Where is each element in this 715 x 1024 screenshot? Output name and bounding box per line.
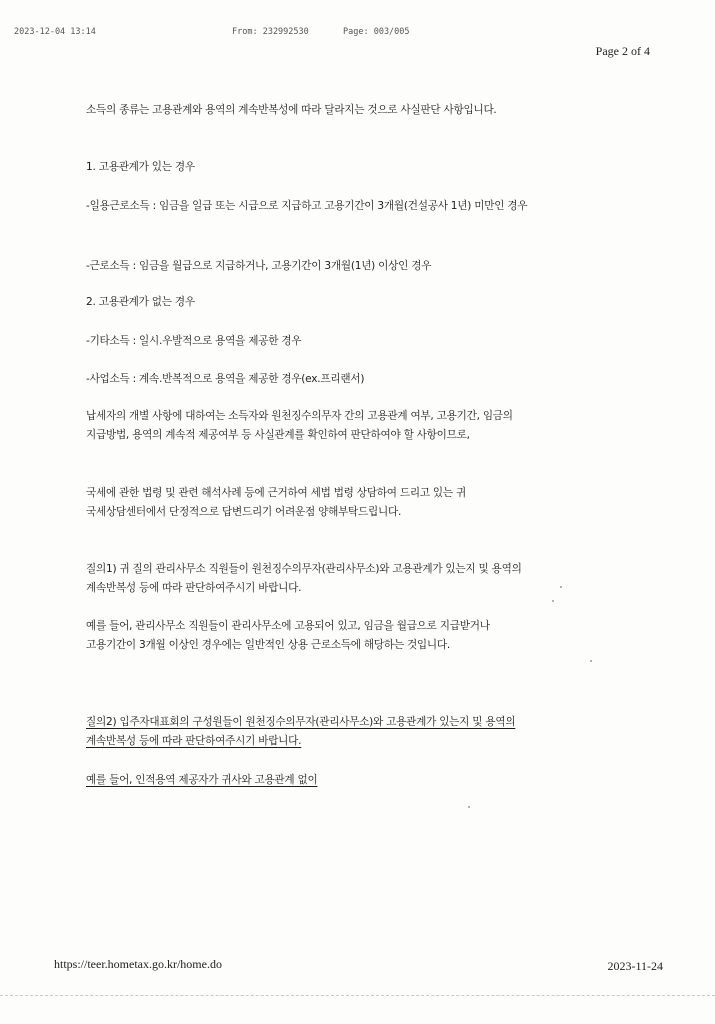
footer-date: 2023-11-24: [607, 959, 663, 973]
section-heading-employment: 1. 고용관계가 있는 경우: [86, 161, 195, 173]
consultation-notice-paragraph: 국세에 관한 법령 및 관련 해석사례 등에 근거하여 세법 법령 상담하여 드리고 있는 귀 국세상담센터에서 단정적으로 답변드리기 어려운점 양해부탁드립니다.: [86, 487, 466, 518]
scan-speck: [560, 586, 562, 588]
question-2-example-paragraph: 예를 들어, 인적용역 제공자가 귀사와 고용관계 없이: [86, 774, 318, 786]
page-number: Page 2 of 4: [595, 44, 650, 58]
fax-sender: From: 232992530: [232, 27, 309, 37]
fax-timestamp: 2023-12-04 13:14: [14, 27, 96, 37]
business-income-item: -사업소득 : 계속.반복적으로 용역을 제공한 경우(ex.프리랜서): [86, 373, 365, 385]
fact-finding-paragraph: 납세자의 개별 사항에 대하여는 소득자와 원천징수의무자 간의 고용관계 여부, 고용기간, 임금의 지급방법, 용역의 계속적 제공여부 등 사실관계를 확인하여 판단하여야 할 사항이므로,: [86, 410, 513, 441]
scan-speck: [468, 806, 470, 808]
intro-paragraph: 소득의 종류는 고용관계와 용역의 계속반복성에 따라 달라지는 것으로 사실판단 사항입니다.: [86, 104, 497, 116]
footer-url: https://teer.hometax.go.kr/home.do: [54, 957, 222, 971]
earned-income-item: -근로소득 : 임금을 월급으로 지급하거나, 고용기간이 3개월(1년) 이상인 경우: [86, 260, 432, 272]
daily-wage-income-item: -일용근로소득 : 임금을 일급 또는 시급으로 지급하고 고용기간이 3개월(건설공사 1년) 미만인 경우: [86, 200, 528, 212]
other-income-item: -기타소득 : 일시.우발적으로 용역을 제공한 경우: [86, 335, 302, 347]
scan-edge-line: [0, 995, 715, 996]
question-2-paragraph: 질의2) 입주자대표회의 구성원들이 원천징수의무자(관리사무소)와 고용관계가 있는지 및 용역의 계속반복성 등에 따라 판단하여주시기 바랍니다.: [86, 716, 516, 747]
fax-header: [0, 27, 715, 41]
scan-speck: [590, 660, 592, 662]
question-1-paragraph: 질의1) 귀 질의 관리사무소 직원들이 원천징수의무자(관리사무소)와 고용관계가 있는지 및 용역의 계속반복성 등에 따라 판단하여주시기 바랍니다.: [86, 563, 522, 594]
section-heading-no-employment: 2. 고용관계가 없는 경우: [86, 296, 195, 308]
fax-page-count: Page: 003/005: [343, 27, 410, 37]
question-1-example-paragraph: 예를 들어, 관리사무소 직원들이 관리사무소에 고용되어 있고, 임금을 월급으로 지급받거나 고용기간이 3개월 이상인 경우에는 일반적인 상용 근로소득에 해당하는 것입니다.: [86, 620, 490, 651]
scan-speck: [552, 600, 554, 602]
